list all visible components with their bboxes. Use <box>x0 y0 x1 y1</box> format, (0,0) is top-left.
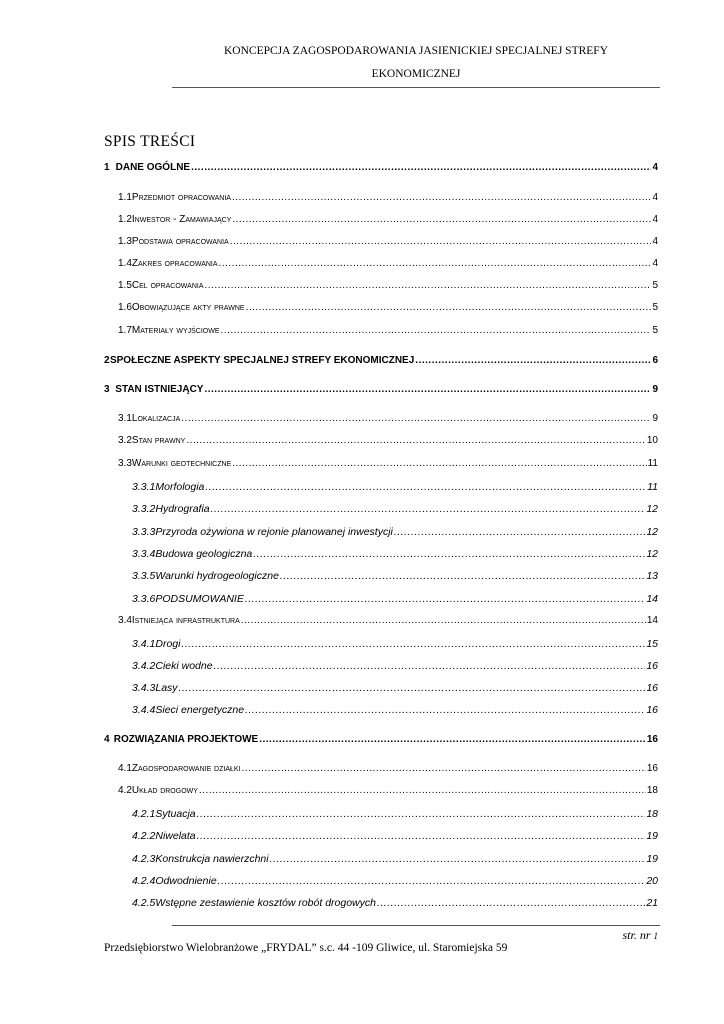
toc-entry-title: PODSUMOWANIE <box>155 593 244 605</box>
toc-entry-leader <box>179 682 646 694</box>
toc-entry-page: 16 <box>646 734 658 745</box>
toc-entry-number: 4.2.5 <box>132 897 156 909</box>
toc-entry-title: Inwestor - Zamawiający <box>131 214 232 225</box>
toc-entry-page: 4 <box>652 192 658 203</box>
toc-entry[interactable] <box>132 875 658 887</box>
toc-entry-page: 11 <box>647 481 658 493</box>
toc-entry[interactable] <box>132 548 658 560</box>
toc-entry-title: Drogi <box>155 638 181 650</box>
toc-entry-title: Sytuacja <box>155 808 196 820</box>
toc-entry[interactable] <box>132 682 658 694</box>
toc-entry-number: 1.5 <box>118 280 132 291</box>
toc-entry-title: Układ drogowy <box>131 785 198 796</box>
toc-entry[interactable] <box>132 638 658 650</box>
toc-entry-number: 1.6 <box>118 302 132 313</box>
toc-entry-title: Obowiązujące akty prawne <box>131 302 245 313</box>
toc-entry-title: Warunki hydrogeologiczne <box>155 570 279 582</box>
toc-entry-leader <box>246 302 652 313</box>
toc-entry[interactable] <box>118 458 658 469</box>
toc-entry-title: Istniejąca infrastruktura <box>131 615 240 626</box>
toc-entry-leader <box>181 638 645 650</box>
toc-entry[interactable] <box>132 660 658 672</box>
toc-entry-number: 1.1 <box>118 192 132 203</box>
toc-entry-number: 3.3.4 <box>132 548 156 560</box>
page-label: str. nr <box>622 928 651 942</box>
toc-entry-page: 16 <box>646 660 658 672</box>
toc-entry-leader <box>219 258 652 269</box>
toc-entry-number: 4.2 <box>118 785 132 796</box>
toc-entry-title: SPOŁECZNE ASPEKTY SPECJALNEJ STREFY EKONOMICZNEJ <box>109 355 415 366</box>
toc-entry-number: 1.7 <box>118 325 132 336</box>
toc-entry-page: 12 <box>646 503 658 515</box>
toc-entry-title: Lokalizacja <box>131 413 181 424</box>
toc-entry-leader <box>199 785 646 796</box>
toc-entry-leader <box>230 236 652 247</box>
toc-entry-title: Konstrukcja nawierzchni <box>155 853 269 865</box>
toc-entry[interactable] <box>132 830 658 842</box>
toc-entry[interactable] <box>118 258 658 269</box>
toc-entry-page: 21 <box>646 897 658 909</box>
header-line-1: KONCEPCJA ZAGOSPODAROWANIA JASIENICKIEJ SPECJALNEJ STREFY <box>223 45 608 57</box>
toc-entry[interactable] <box>104 734 658 745</box>
toc-entry-leader <box>214 660 646 672</box>
toc-entry-title: Cel opracowania <box>131 280 204 291</box>
toc-entry[interactable] <box>118 615 658 626</box>
toc-entry-page: 4 <box>652 214 658 225</box>
page-number-value: 1 <box>653 931 658 941</box>
toc-entry-leader <box>245 593 645 605</box>
toc-entry-page: 4 <box>652 236 658 247</box>
toc-entry-title: Lasy <box>155 682 178 694</box>
toc-entry-leader <box>211 503 646 515</box>
toc-entry-number: 3.3.2 <box>132 503 156 515</box>
toc-entry-page: 19 <box>646 830 658 842</box>
toc-entry-page: 16 <box>646 763 658 774</box>
toc-entry-title: Zagospodarowanie działki <box>131 763 241 774</box>
toc-entry-number: 3.1 <box>118 413 132 424</box>
toc-entry-page: 9 <box>652 413 658 424</box>
header-line-2: EKONOMICZNEJ <box>371 68 461 80</box>
toc-entry-leader <box>197 830 646 842</box>
toc-entry[interactable] <box>118 280 658 291</box>
toc-entry-page: 6 <box>652 355 658 366</box>
toc-entry-title: Zakres opracowania <box>131 258 218 269</box>
toc-entry-title: STAN ISTNIEJĄCY <box>115 384 204 395</box>
toc-entry-page: 11 <box>647 458 658 469</box>
toc-entry-page: 16 <box>646 704 658 716</box>
toc-entry[interactable] <box>104 355 658 366</box>
toc-entry-page: 12 <box>646 526 658 538</box>
toc-entry-title: Podstawa opracowania <box>131 236 229 247</box>
toc-entry-leader <box>280 570 645 582</box>
toc-entry-page: 9 <box>652 384 658 395</box>
toc-entry-leader <box>241 615 646 626</box>
toc-entry-number: 3.4.4 <box>132 704 156 716</box>
toc-entry-title: Morfologia <box>155 481 205 493</box>
toc-entry-leader <box>204 384 651 395</box>
toc-entry-number: 4.1 <box>118 763 132 774</box>
toc-entry[interactable] <box>132 808 658 820</box>
toc-entry-leader <box>232 192 652 203</box>
toc-entry-title: Cieki wodne <box>155 660 213 672</box>
toc-entry-leader <box>186 435 646 446</box>
toc-entry-title: Hydrografia <box>155 503 210 515</box>
toc-entry-leader <box>205 481 646 493</box>
toc-entry-page: 4 <box>652 258 658 269</box>
toc-entry[interactable] <box>118 325 658 336</box>
toc-entry-page: 5 <box>652 280 658 291</box>
toc-entry[interactable] <box>118 192 658 203</box>
toc-entry-number: 3.4.2 <box>132 660 156 672</box>
toc-entry-leader <box>253 548 645 560</box>
footer-rule <box>172 925 660 926</box>
toc-entry-page: 18 <box>646 785 658 796</box>
toc-entry-page: 18 <box>646 808 658 820</box>
toc-entry-leader <box>232 214 651 225</box>
toc-entry-title: Sieci energetyczne <box>155 704 245 716</box>
toc-entry-number: 2 <box>104 355 110 366</box>
toc-entry-page: 20 <box>646 875 658 887</box>
toc-entry-page: 4 <box>652 162 658 173</box>
toc-entry-title: Stan prawny <box>131 435 186 446</box>
toc-entry-leader <box>221 325 652 336</box>
toc-entry-leader <box>270 853 646 865</box>
toc-entry-leader <box>259 734 646 745</box>
toc-entry-title: DANE OGÓLNE <box>115 162 191 173</box>
toc-entry-title: Warunki geotechniczne <box>131 458 232 469</box>
toc-entry-leader <box>218 875 646 887</box>
toc-entry-page: 14 <box>646 593 658 605</box>
toc-entry-title: Budowa geologiczna <box>155 548 253 560</box>
toc-entry-page: 15 <box>646 638 658 650</box>
toc-entry[interactable] <box>118 435 658 446</box>
toc-entry-number: 1.4 <box>118 258 132 269</box>
toc-entry-number: 3.3.1 <box>132 481 156 493</box>
toc-entry[interactable] <box>132 503 658 515</box>
toc-entry-page: 14 <box>646 615 658 626</box>
toc-entry-page: 10 <box>646 435 658 446</box>
toc-entry-title: Przedmiot opracowania <box>131 192 231 203</box>
toc-entry-leader <box>415 355 651 366</box>
toc-entry[interactable] <box>104 384 658 395</box>
toc-entry-leader <box>245 704 645 716</box>
toc-entry[interactable] <box>104 162 658 173</box>
page-number <box>622 928 658 943</box>
toc-entry-number: 3.4 <box>118 615 132 626</box>
toc-entry-number: 3.3.5 <box>132 570 156 582</box>
toc-entry-page: 19 <box>646 853 658 865</box>
toc-entry[interactable] <box>118 236 658 247</box>
toc-entry-title: Odwodnienie <box>155 875 217 887</box>
toc-entry-title: Wstępne zestawienie kosztów robót drogowych <box>155 897 376 909</box>
toc-entry-number: 1.3 <box>118 236 132 247</box>
toc-entry-leader <box>394 526 645 538</box>
toc-entry-title: Materiały wyjściowe <box>131 325 220 336</box>
toc-entry-number: 1.2 <box>118 214 132 225</box>
toc-entry-leader <box>191 162 651 173</box>
toc-entry-leader <box>232 458 646 469</box>
toc-entry-leader <box>205 280 652 291</box>
toc-entry-title: Niwelata <box>155 830 196 842</box>
toc-entry-title: Przyroda ożywiona w rejonie planowanej inwestycji <box>155 526 393 538</box>
toc-entry[interactable] <box>118 214 658 225</box>
toc-entry-number: 3.3 <box>118 458 132 469</box>
toc-entry-number: 3.3.6 <box>132 593 156 605</box>
toc-entry[interactable] <box>118 763 658 774</box>
toc-entry-number: 4.2.3 <box>132 853 156 865</box>
toc-entry-page: 5 <box>652 302 658 313</box>
toc-entry-number: 1 <box>104 162 110 173</box>
toc-entry-page: 5 <box>652 325 658 336</box>
toc-entry[interactable] <box>132 593 658 605</box>
toc-entry[interactable] <box>132 704 658 716</box>
toc-entry-page: 12 <box>646 548 658 560</box>
toc-entry-number: 4.2.1 <box>132 808 156 820</box>
toc-entry-number: 4 <box>104 734 110 745</box>
toc-entry-number: 3.2 <box>118 435 132 446</box>
toc-title: SPIS TREŚCI <box>104 133 196 150</box>
toc-entry[interactable] <box>132 481 658 493</box>
toc-entry[interactable] <box>118 785 658 796</box>
toc-entry[interactable] <box>118 302 658 313</box>
toc-entry-number: 3.4.1 <box>132 638 156 650</box>
toc-entry-leader <box>377 897 645 909</box>
toc-entry-page: 16 <box>646 682 658 694</box>
toc-entry-title: ROZWIĄZANIA PROJEKTOWE <box>113 734 259 745</box>
toc-entry-number: 3 <box>104 384 110 395</box>
toc-entry-number: 3.3.3 <box>132 526 156 538</box>
toc-entry[interactable] <box>118 413 658 424</box>
toc-entry[interactable] <box>132 570 658 582</box>
toc-entry-number: 4.2.4 <box>132 875 156 887</box>
toc-entry-page: 13 <box>646 570 658 582</box>
toc-entry-number: 3.4.3 <box>132 682 156 694</box>
toc-entry[interactable] <box>132 897 658 909</box>
toc-entry-leader <box>181 413 651 424</box>
toc-entry-number: 4.2.2 <box>132 830 156 842</box>
toc-entry[interactable] <box>132 853 658 865</box>
toc-entry-leader <box>242 763 646 774</box>
toc-entry-leader <box>197 808 646 820</box>
footer-company: Przedsiębiorstwo Wielobranżowe „FRYDAL” s.c. 44 -109 Gliwice, ul. Staromiejska 59 <box>104 942 508 954</box>
toc-entry[interactable] <box>132 526 658 538</box>
